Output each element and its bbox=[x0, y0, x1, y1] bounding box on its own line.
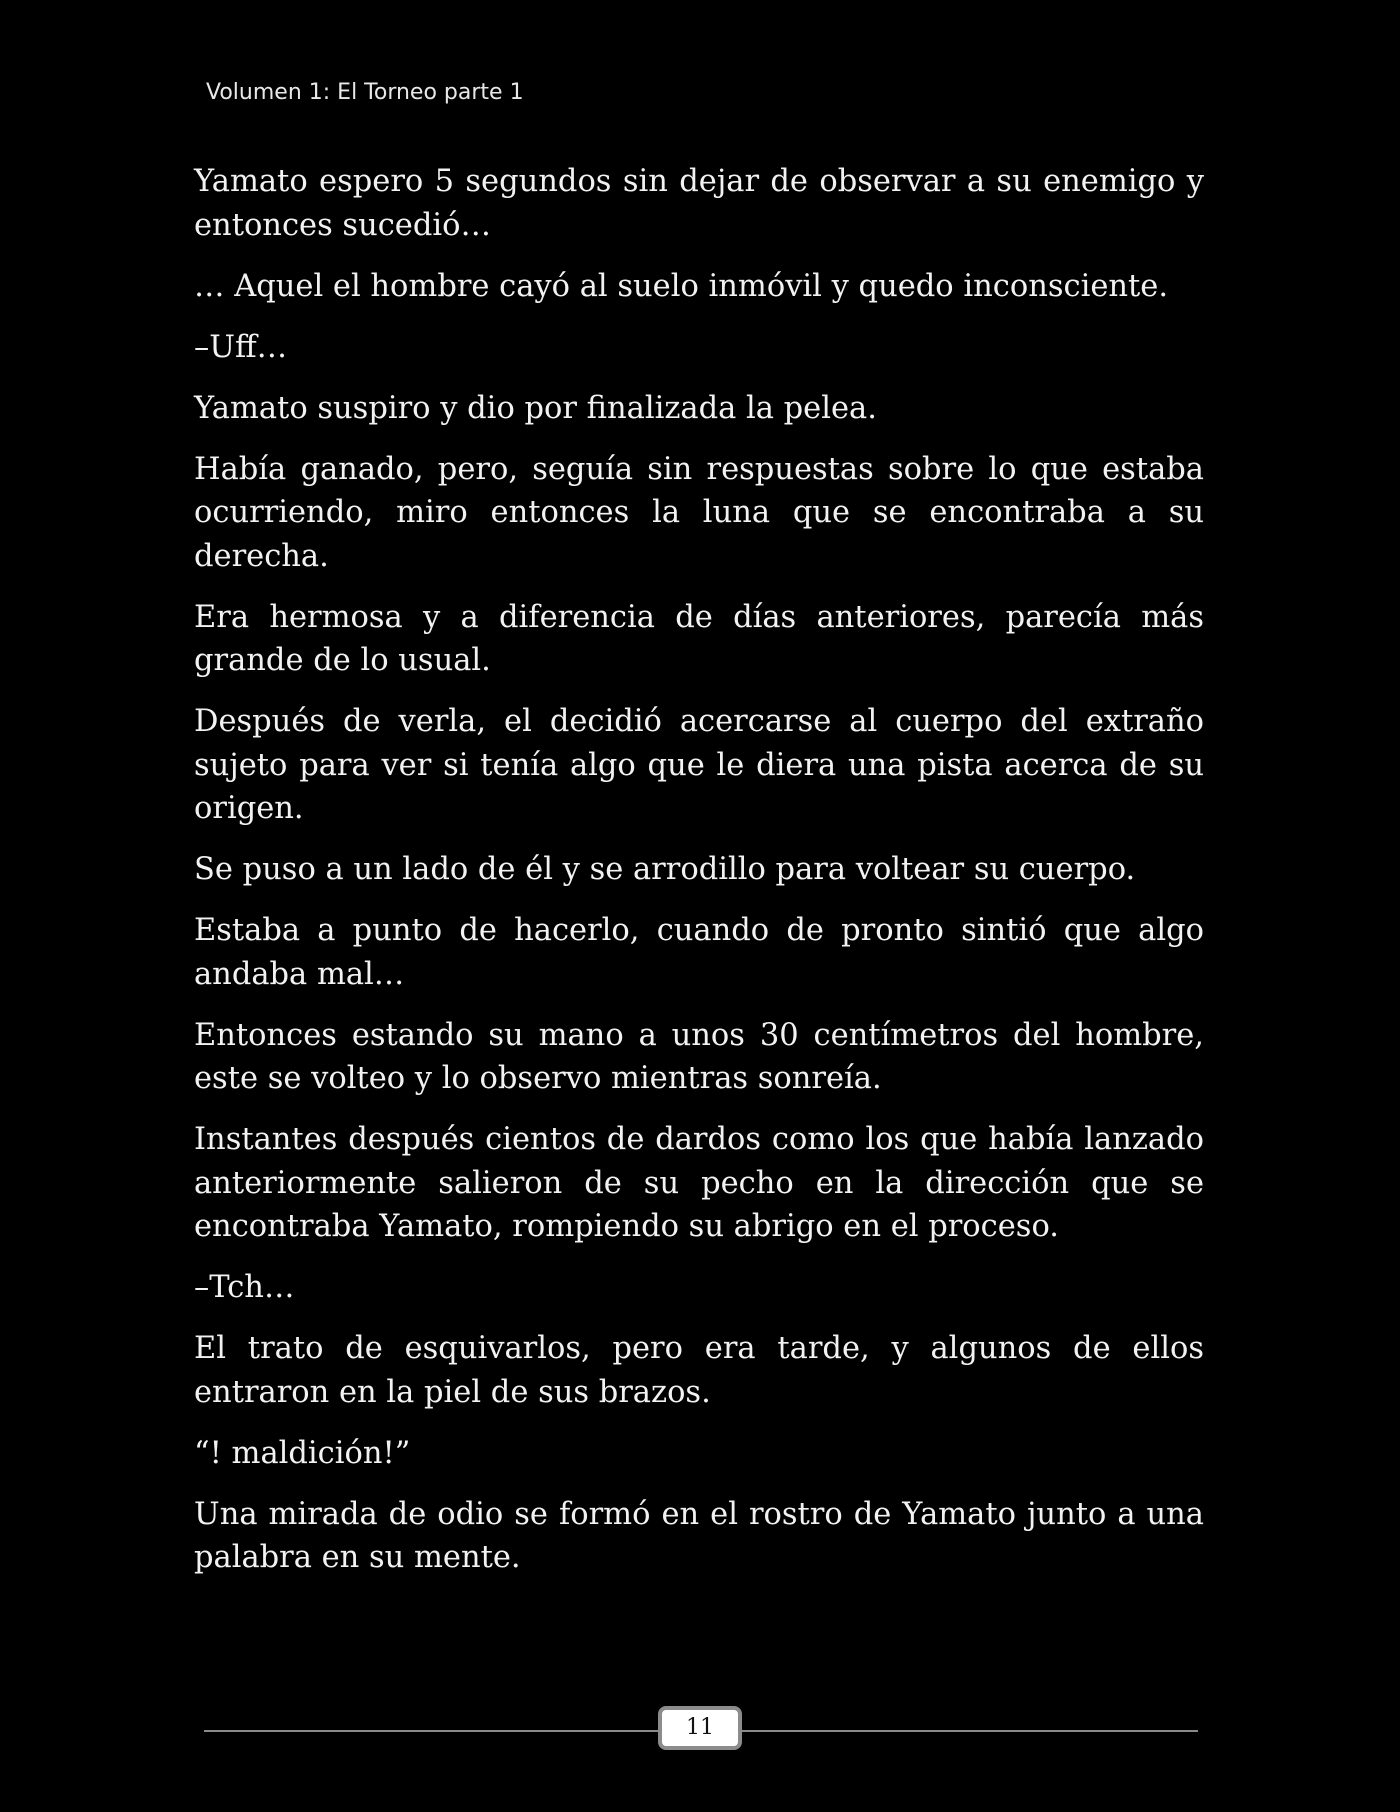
paragraph: –Uff… bbox=[194, 329, 288, 365]
paragraph: El trato de esquivarlos, pero era tarde, y algunos de ellos entraron en la piel de sus brazos. bbox=[194, 1331, 1204, 1410]
paragraph: Era hermosa y a diferencia de días anteriores, parecía más grande de lo usual. bbox=[194, 599, 1204, 678]
running-header: Volumen 1: El Torneo parte 1 bbox=[206, 80, 524, 105]
paragraph: “! maldición!” bbox=[194, 1435, 411, 1471]
body-text bbox=[194, 160, 1204, 1597]
paragraph: –Tch… bbox=[194, 1270, 295, 1305]
paragraph: Estaba a punto de hacerlo, cuando de pronto sintió que algo andaba mal… bbox=[194, 913, 1204, 992]
page-number: 11 bbox=[658, 1706, 742, 1750]
paragraph: Se puso a un lado de él y se arrodillo para voltear su cuerpo. bbox=[194, 852, 1136, 887]
paragraph: Había ganado, pero, seguía sin respuestas sobre lo que estaba ocurriendo, miro entonces la luna que se encontraba a su derecha. bbox=[194, 451, 1204, 574]
paragraph: Yamato espero 5 segundos sin dejar de observar a su enemigo y entonces sucedió… bbox=[194, 164, 1204, 243]
paragraph: Yamato suspiro y dio por finalizada la pelea. bbox=[194, 390, 877, 426]
paragraph: … Aquel el hombre cayó al suelo inmóvil y quedo inconsciente. bbox=[194, 268, 1169, 304]
paragraph: Después de verla, el decidió acercarse al cuerpo del extraño sujeto para ver si tenía algo que le diera una pista acerca de su origen. bbox=[194, 704, 1204, 826]
paragraph: Instantes después cientos de dardos como los que había lanzado anteriormente salieron de su pecho en la dirección que se encontraba Yamato, rompiendo su abrigo en el proceso. bbox=[194, 1122, 1204, 1244]
paragraph: Entonces estando su mano a unos 30 centímetros del hombre, este se volteo y lo observo mientras sonreía. bbox=[194, 1017, 1204, 1096]
page-footer bbox=[204, 1706, 1198, 1756]
paragraph: Una mirada de odio se formó en el rostro de Yamato junto a una palabra en su mente. bbox=[194, 1496, 1204, 1575]
